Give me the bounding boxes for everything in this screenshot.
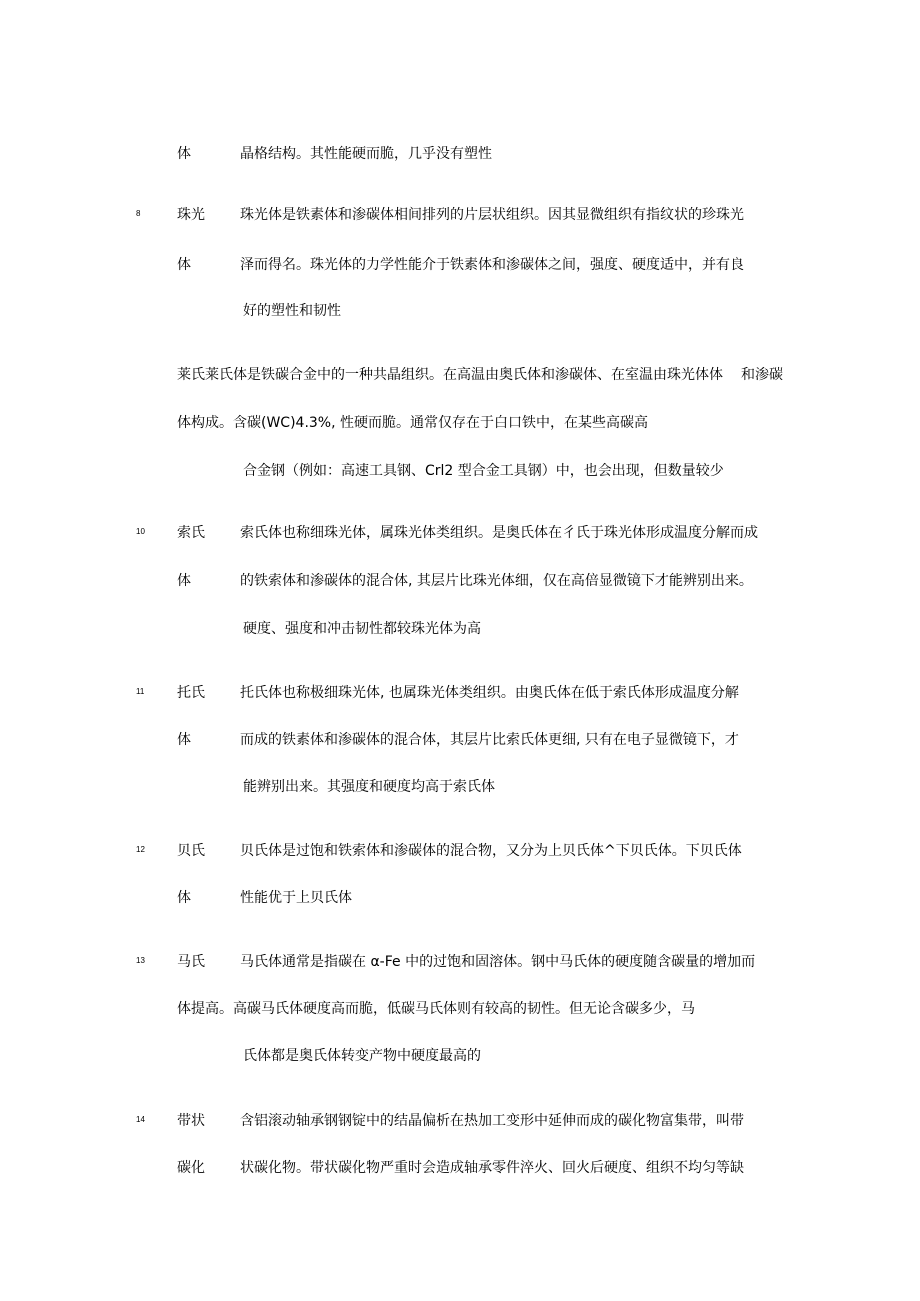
definition-text: 氏体都是奥氏体转变产物中硬度最高的 (243, 1048, 481, 1064)
term-cell: 托氏 (177, 685, 205, 701)
definition-text: 的铁索体和渗碳体的混合体, 其层片比珠光体细，仅在高倍显微镜下才能辨别出来。 (240, 573, 753, 589)
definition-text: 体构成。含碳(WC)4.3%, 性硬而脆。通常仅存在于白口铁中，在某些高碳高 (177, 415, 649, 431)
definition-text: 能辨别出来。其强度和硬度均高于索氏体 (243, 779, 495, 795)
term-cell: 贝氏 (177, 843, 205, 859)
definition-text: 性能优于上贝氏体 (240, 890, 352, 906)
definition-text: 合金钢（例如：高速工具钢、Crl2 型合金工具钢）中，也会出现，但数量较少 (243, 463, 724, 479)
term-cell: 碳化 (177, 1160, 205, 1176)
term-cell: 带状 (177, 1113, 205, 1129)
definition-text: 珠光体是铁素体和渗碳体相间排列的片层状组织。因其显微组织有指纹状的珍珠光 (240, 207, 744, 223)
row-number: 12 (136, 845, 145, 854)
definition-text: 晶格结构。其性能硬而脆，几乎没有塑性 (240, 146, 492, 162)
definition-text: 贝氏体是过饱和铁索体和渗碳体的混合物，又分为上贝氏体^下贝氏体。下贝氏体 (240, 843, 742, 859)
term-cell: 体 (177, 732, 191, 748)
term-cell: 体 (177, 573, 191, 589)
term-cell: 体 (177, 890, 191, 906)
definition-text: 含铝滚动轴承钢钢锭中的结晶偏析在热加工变形中延伸而成的碳化物富集带，叫带 (240, 1113, 744, 1129)
definition-text: 莱氏莱氏体是铁碳合金中的一种共晶组织。在高温由奥氏体和渗碳体、在室温由珠光体体 (177, 367, 723, 383)
row-number: 11 (136, 687, 145, 696)
definition-text: 状碳化物。带状碳化物严重时会造成轴承零件淬火、回火后硬度、组织不均匀等缺 (240, 1160, 744, 1176)
row-number: 8 (136, 209, 141, 218)
definition-text: 托氏体也称极细珠光体, 也属珠光体类组织。由奥氏体在低于索氏体形成温度分解 (240, 685, 739, 701)
row-number: 13 (136, 956, 145, 965)
definition-text: 好的塑性和韧性 (243, 303, 341, 319)
term-cell: 体 (177, 146, 191, 162)
row-number: 10 (136, 527, 145, 536)
definition-text: 索氏体也称细珠光体，属珠光体类组织。是奥氏体在彳氏于珠光体形成温度分解而成 (240, 525, 758, 541)
term-cell: 体 (177, 257, 191, 273)
definition-text: 和渗碳 (741, 367, 783, 383)
definition-text: 体提高。高碳马氏体硬度高而脆，低碳马氏体则有较高的韧性。但无论含碳多少，马 (177, 1001, 695, 1017)
row-number: 14 (136, 1115, 145, 1124)
definition-text: 马氏体通常是指碳在 α-Fe 中的过饱和固溶体。钢中马氏体的硬度随含碳量的增加而 (240, 954, 756, 970)
definition-text: 而成的铁素体和渗碳体的混合体，其层片比索氏体更细, 只有在电子显微镜下，才 (240, 732, 739, 748)
definition-text: 硬度、强度和冲击韧性都较珠光体为高 (243, 621, 481, 637)
term-cell: 索氏 (177, 525, 205, 541)
definition-text: 泽而得名。珠光体的力学性能介于铁素体和渗碳体之间，强度、硬度适中，并有良 (240, 257, 744, 273)
term-cell: 马氏 (177, 954, 205, 970)
term-cell: 珠光 (177, 207, 205, 223)
